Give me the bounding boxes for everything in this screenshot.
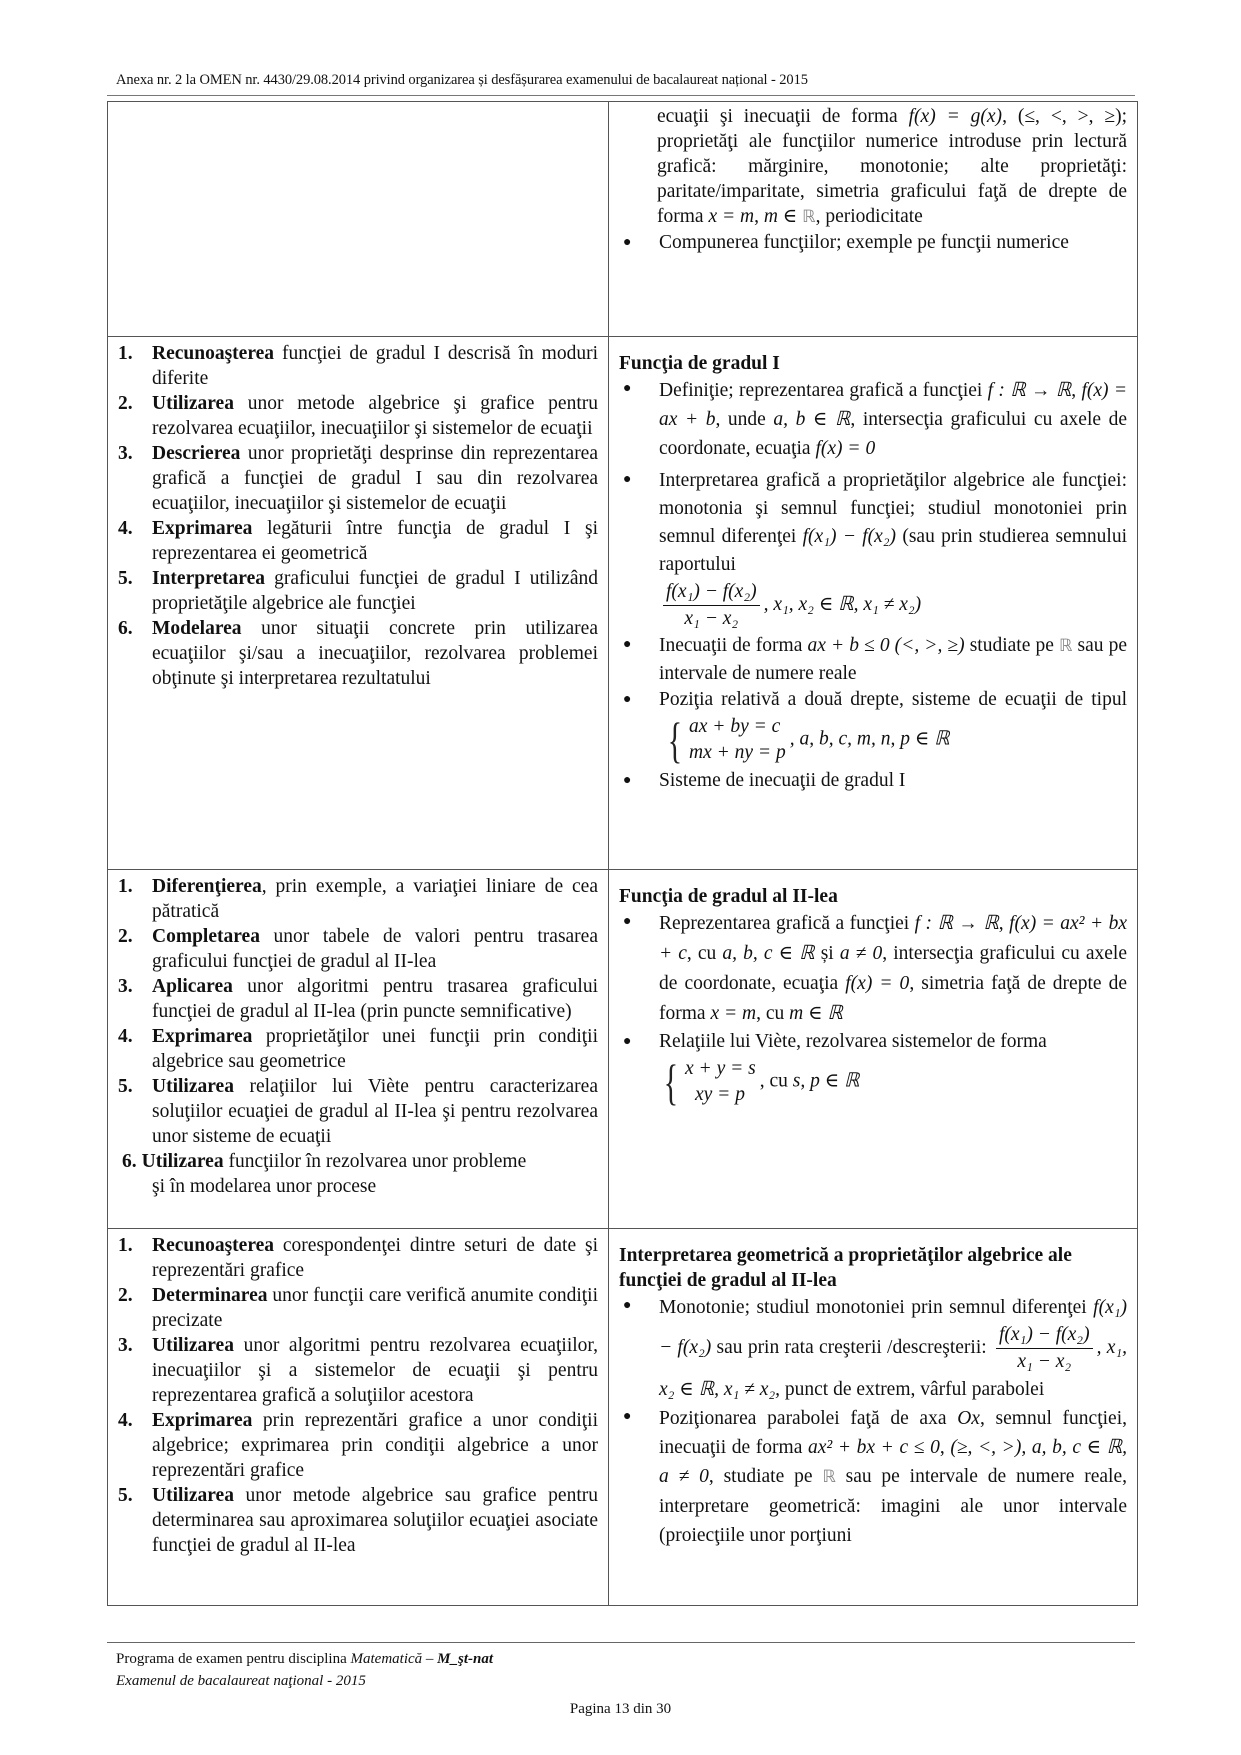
content-text: Interpretarea grafică a proprietăţilor algebrice ale funcţiei: monotonia şi semnul funcţiei; studiul monotoniei prin semnul diferenţei — [659, 470, 1127, 547]
competence-item — [114, 391, 598, 441]
content-text: punct de extrem, vârful parabolei — [780, 1379, 1045, 1400]
competence-keyword: Utilizarea — [152, 1076, 234, 1097]
math-expression: x = m — [708, 206, 755, 227]
competences-cell — [108, 1229, 609, 1606]
syllabus-table — [107, 101, 1138, 1606]
item-number: 5. — [118, 1485, 133, 1506]
list-item — [619, 467, 1127, 632]
table-row — [108, 102, 1138, 337]
competence-text: unor tabele de valori pentru trasarea graficului funcţiei de gradul al II-lea — [152, 926, 598, 972]
page-header: Anexa nr. 2 la OMEN nr. 4430/29.08.2014 privind organizarea și desfășurarea examenului de bacalaureat național - 2015 — [116, 72, 808, 88]
table-row — [108, 337, 1138, 870]
content-text: , (≤, <, >, ≥); proprietăţi ale funcţiilor numerice introduse prin lectură grafică: mărginire, monotonie; alte proprietăţi: paritate/imparitate, simetria graficului faţă de drepte de forma — [657, 106, 1127, 227]
competence-text: funcţiei de gradul I descrisă în moduri diferite — [152, 343, 598, 389]
math-expression: f(x₁) − f(x₂) — [659, 1297, 1127, 1358]
content-text: Poziţionarea parabolei faţă de axa — [659, 1408, 958, 1429]
section-title: Funcţia de gradul I — [619, 353, 780, 374]
competence-text: relaţiilor lui Viète pentru caracterizarea soluţiilor ecuaţiei de gradul al II-lea şi pentru rezolvarea unor sisteme de ecuaţii — [152, 1076, 598, 1147]
math-expression: a, b, c ∈ ℝ — [722, 943, 815, 964]
list-item — [619, 104, 1127, 230]
footer-program-line — [116, 1651, 493, 1668]
competence-item — [114, 566, 598, 616]
competences-cell — [108, 870, 609, 1229]
content-text: , — [1071, 380, 1082, 401]
content-text: Relaţiile lui Viète, rezolvarea sistemelor de forma — [659, 1031, 1047, 1052]
brace-icon: { — [663, 1054, 679, 1110]
footer-text: – — [422, 1651, 438, 1667]
math-expression: , a, b, c, m, n, p ∈ ℝ — [789, 728, 950, 750]
competence-text: unor metode algebrice şi grafice pentru rezolvarea ecuaţiilor, inecuaţiilor şi sistemelor de ecuaţii — [152, 393, 598, 439]
competence-keyword: Interpretarea — [152, 568, 265, 589]
bullet-icon: ● — [623, 381, 632, 396]
competence-keyword: Utilizarea — [141, 1151, 224, 1172]
competence-item — [114, 1024, 598, 1074]
competence-keyword: Recunoaşterea — [152, 343, 275, 364]
math-expression: f(x₁) − f(x₂) — [802, 526, 897, 547]
competence-item — [114, 1408, 598, 1483]
content-text: , simetria faţă de drepte de forma — [659, 973, 1127, 1024]
section-title: Funcţia de gradul al II-lea — [619, 886, 838, 907]
fraction-denominator: x₁ − x₂ — [684, 608, 739, 629]
item-number: 5. — [118, 568, 133, 589]
content-text: Compunerea funcţiilor; exemple pe funcţii numerice — [659, 232, 1069, 253]
competence-keyword: Modelarea — [152, 618, 242, 639]
table-row — [108, 1229, 1138, 1606]
competence-text: funcţiilor în rezolvarea unor probleme — [223, 1151, 527, 1172]
content-cell — [609, 870, 1138, 1229]
footer-exam-line: Examenul de bacalaureat naţional - 2015 — [116, 1673, 366, 1689]
math-expression: Ox — [957, 1408, 980, 1429]
content-text: studiate pe — [964, 635, 1059, 656]
item-number: 1. — [118, 876, 133, 897]
item-number: 2. — [118, 926, 133, 947]
content-text: , semnul funcţiei, inecuaţii de forma — [659, 1408, 1127, 1458]
section-title: Interpretarea geometrică a proprietăţilor algebrice ale funcţiei de gradul al II-lea — [619, 1245, 1072, 1291]
footer-subject: Matematică — [350, 1651, 423, 1667]
math-expression: a ≠ 0 — [839, 943, 883, 964]
math-expression: a, b ∈ ℝ — [773, 409, 851, 430]
item-number: 6. — [118, 618, 133, 639]
item-number: 4. — [118, 518, 133, 539]
competence-text: graficului funcţiei de gradul I utilizând proprietăţile algebrice ale funcţiei — [152, 568, 598, 614]
item-number: 3. — [118, 976, 133, 997]
competence-text: corespondenţei dintre seturi de date şi reprezentări grafice — [152, 1235, 598, 1281]
content-text: Inecuaţii de forma — [659, 635, 808, 656]
competence-text: prin reprezentări grafice a unor condiţii algebrice; exprimarea prin condiţii algebrice a unor reprezentări grafice — [152, 1410, 598, 1481]
item-number: 4. — [118, 1410, 133, 1431]
real-numbers-symbol: ℝ — [1058, 636, 1073, 656]
math-expression: f : ℝ → ℝ — [914, 913, 999, 934]
competence-text: , prin exemple, a variaţiei liniare de cea pătratică — [152, 876, 598, 922]
content-text: sau pe intervale de numere reale, interpretare geometrică: imagini ale unor intervale (proiecţiile unor porţiuni — [659, 1466, 1128, 1546]
fraction-denominator: x₁ − x₂ — [1017, 1351, 1072, 1372]
content-text: și — [814, 943, 840, 964]
bullet-icon: ● — [623, 1409, 632, 1424]
competence-text: unor funcţii care verifică anumite condiţii precizate — [152, 1285, 598, 1331]
content-text: Definiţie; reprezentarea grafică a funcţiei — [659, 380, 988, 401]
competence-item — [114, 1483, 598, 1558]
competence-text: unor situaţii concrete prin utilizarea ecuaţiilor şi/sau a inecuaţiilor, rezolvarea problemei obţinute şi interpretarea rezultatului — [152, 618, 598, 689]
competence-text: unor algoritmi pentru rezolvarea ecuaţiilor, inecuaţiilor şi a sistemelor de ecuaţii şi pentru reprezentarea grafică a soluţiilor acestora — [152, 1335, 598, 1406]
math-expression: x = m — [710, 1003, 757, 1024]
math-expression: ax² + bx + c ≤ 0 — [807, 1437, 940, 1458]
content-text: , periodicitate — [815, 206, 923, 227]
math-expression: f(x) = ax + b — [659, 380, 1127, 430]
math-expression: f(x) = ax² + bx + c — [659, 913, 1127, 964]
competence-item — [114, 441, 598, 516]
math-expression: f : ℝ → ℝ — [987, 380, 1072, 401]
competence-keyword: Completarea — [152, 926, 260, 947]
math-expression: (≥, <, >), a, b, c ∈ ℝ, a ≠ 0 — [659, 1437, 1127, 1487]
competence-item — [114, 1333, 598, 1408]
footer-text: Programa de examen pentru disciplina — [116, 1651, 351, 1667]
competence-keyword: Utilizarea — [152, 1335, 234, 1356]
math-expression: f(x) = 0 — [815, 438, 876, 459]
content-text: Reprezentarea grafică a funcţiei — [659, 913, 915, 934]
competence-keyword: Descrierea — [152, 443, 241, 464]
footer-profile: M_şt-nat — [437, 1651, 494, 1667]
content-text: , cu — [756, 1003, 790, 1024]
competence-item — [114, 1233, 598, 1283]
item-number: 2. — [118, 393, 133, 414]
competence-text: unor algoritmi pentru trasarea graficului funcţiei de gradul al II-lea (prin puncte semnificative) — [152, 976, 598, 1022]
competence-item — [114, 1149, 598, 1199]
content-cell — [609, 1229, 1138, 1606]
list-item — [619, 768, 1127, 793]
competence-keyword: Exprimarea — [152, 1410, 253, 1431]
competence-item — [114, 874, 598, 924]
competence-item — [114, 974, 598, 1024]
list-item — [619, 1029, 1127, 1110]
competence-text: şi în modelarea unor procese — [152, 1176, 377, 1197]
content-cell — [609, 337, 1138, 870]
competences-cell — [108, 337, 609, 870]
item-number: 5. — [118, 1076, 133, 1097]
bullet-icon: ● — [623, 472, 632, 487]
competence-item — [114, 616, 598, 691]
item-number: 4. — [118, 1026, 133, 1047]
competence-keyword: Determinarea — [152, 1285, 268, 1306]
fraction — [996, 1322, 1093, 1375]
content-text: , intersecţia graficului cu axele de coordonate, ecuaţia — [659, 943, 1127, 994]
fraction-numerator: f(x₁) − f(x₂) — [996, 1322, 1093, 1349]
competence-keyword: Aplicarea — [152, 976, 233, 997]
list-item — [619, 376, 1127, 463]
equation: ax + by = c — [689, 716, 781, 737]
content-text: , cu — [759, 1070, 793, 1092]
header-divider — [107, 95, 1135, 96]
math-expression: , x₁, x₂ ∈ ℝ, x₁ ≠ x₂, — [659, 1336, 1128, 1400]
content-text: sau pe intervale de numere reale — [659, 635, 1127, 684]
bullet-icon: ● — [623, 1298, 632, 1313]
competence-item — [114, 924, 598, 974]
fraction — [663, 579, 760, 632]
competences-cell — [108, 102, 609, 337]
competence-keyword: Utilizarea — [152, 393, 234, 414]
competence-keyword: Recunoaşterea — [152, 1235, 275, 1256]
equation: mx + ny = p — [689, 742, 786, 763]
content-text: (sau prin studierea semnului raportului — [659, 526, 1127, 575]
bullet-icon: ● — [623, 773, 632, 788]
math-expression: ax + b ≤ 0 (<, >, ≥) — [807, 635, 965, 656]
content-text: , intersecţia graficului cu axele de coordonate, ecuaţia — [659, 409, 1127, 459]
item-number: 1. — [118, 343, 133, 364]
content-text: Monotonie; studiul monotoniei prin semnul diferenţei — [659, 1297, 1094, 1318]
real-numbers-symbol: ℝ — [802, 207, 816, 227]
item-number: 3. — [118, 443, 133, 464]
competence-keyword: Diferenţierea — [152, 876, 262, 897]
math-expression: m ∈ — [763, 206, 803, 227]
competence-item — [114, 516, 598, 566]
real-numbers-symbol: ℝ — [822, 1467, 836, 1487]
math-expression: s, p ∈ ℝ — [792, 1070, 860, 1092]
content-text: Sisteme de inecuaţii de gradul I — [659, 770, 906, 791]
list-item — [619, 687, 1127, 768]
content-text: , — [998, 913, 1010, 934]
competence-text: unor proprietăţi desprinse din reprezentarea grafică a funcţiei de gradul I sau din rezolvarea ecuaţiilor, inecuaţiilor şi sistemelor de ecuaţii — [152, 443, 598, 514]
equation-system — [659, 1056, 756, 1108]
equation-system — [663, 714, 786, 766]
math-expression: m ∈ ℝ — [789, 1003, 843, 1024]
competence-text: proprietăţilor unei funcţii prin condiţii algebrice sau geometrice — [152, 1026, 598, 1072]
list-item — [619, 632, 1127, 687]
content-cell — [609, 102, 1138, 337]
content-text: Poziţia relativă a două drepte, sisteme de ecuaţii de tipul — [659, 689, 1127, 710]
table-row — [108, 870, 1138, 1229]
bullet-icon: ● — [623, 1034, 632, 1049]
content-text: , cu — [686, 943, 723, 964]
competence-item — [114, 1283, 598, 1333]
competence-item — [114, 341, 598, 391]
content-text: sau prin rata creşterii /descreşterii: — [711, 1336, 992, 1358]
bullet-icon: ● — [623, 692, 632, 707]
item-number: 3. — [118, 1335, 133, 1356]
competence-keyword: Exprimarea — [152, 518, 253, 539]
footer-divider — [107, 1642, 1135, 1643]
math-expression: f(x) = g(x) — [908, 106, 1003, 127]
equation: xy = p — [695, 1084, 745, 1105]
math-expression: f(x) = 0 — [845, 973, 910, 994]
list-item — [619, 909, 1127, 1029]
item-number: 2. — [118, 1285, 133, 1306]
competence-item — [114, 1074, 598, 1149]
item-number: 6. — [122, 1151, 137, 1172]
content-text: ecuaţii şi inecuaţii de forma — [657, 106, 909, 127]
math-expression: , x₁, x₂ ∈ ℝ, x₁ ≠ x₂) — [763, 593, 922, 615]
competence-keyword: Utilizarea — [152, 1485, 234, 1506]
equation: x + y = s — [685, 1058, 756, 1079]
fraction-numerator: f(x₁) − f(x₂) — [663, 579, 760, 606]
item-number: 1. — [118, 1235, 133, 1256]
content-text: , unde — [715, 409, 774, 430]
list-item — [619, 1293, 1127, 1404]
brace-icon: { — [667, 712, 683, 768]
content-text: , — [939, 1437, 951, 1458]
competence-text: legăturii între funcţia de gradul I şi reprezentarea ei geometrică — [152, 518, 598, 564]
content-text: , studiate pe — [708, 1466, 823, 1487]
competence-text: unor metode algebrice sau grafice pentru determinarea sau aproximarea soluţiilor ecuaţiei asociate funcţiei de gradul al II-lea — [152, 1485, 598, 1556]
competence-keyword: Exprimarea — [152, 1026, 253, 1047]
bullet-icon: ● — [623, 637, 632, 652]
list-item — [619, 230, 1127, 255]
page-number: Pagina 13 din 30 — [569, 1701, 672, 1717]
list-item — [619, 1404, 1127, 1550]
content-text: , — [754, 206, 764, 227]
bullet-icon: ● — [623, 235, 632, 250]
bullet-icon: ● — [623, 914, 632, 929]
